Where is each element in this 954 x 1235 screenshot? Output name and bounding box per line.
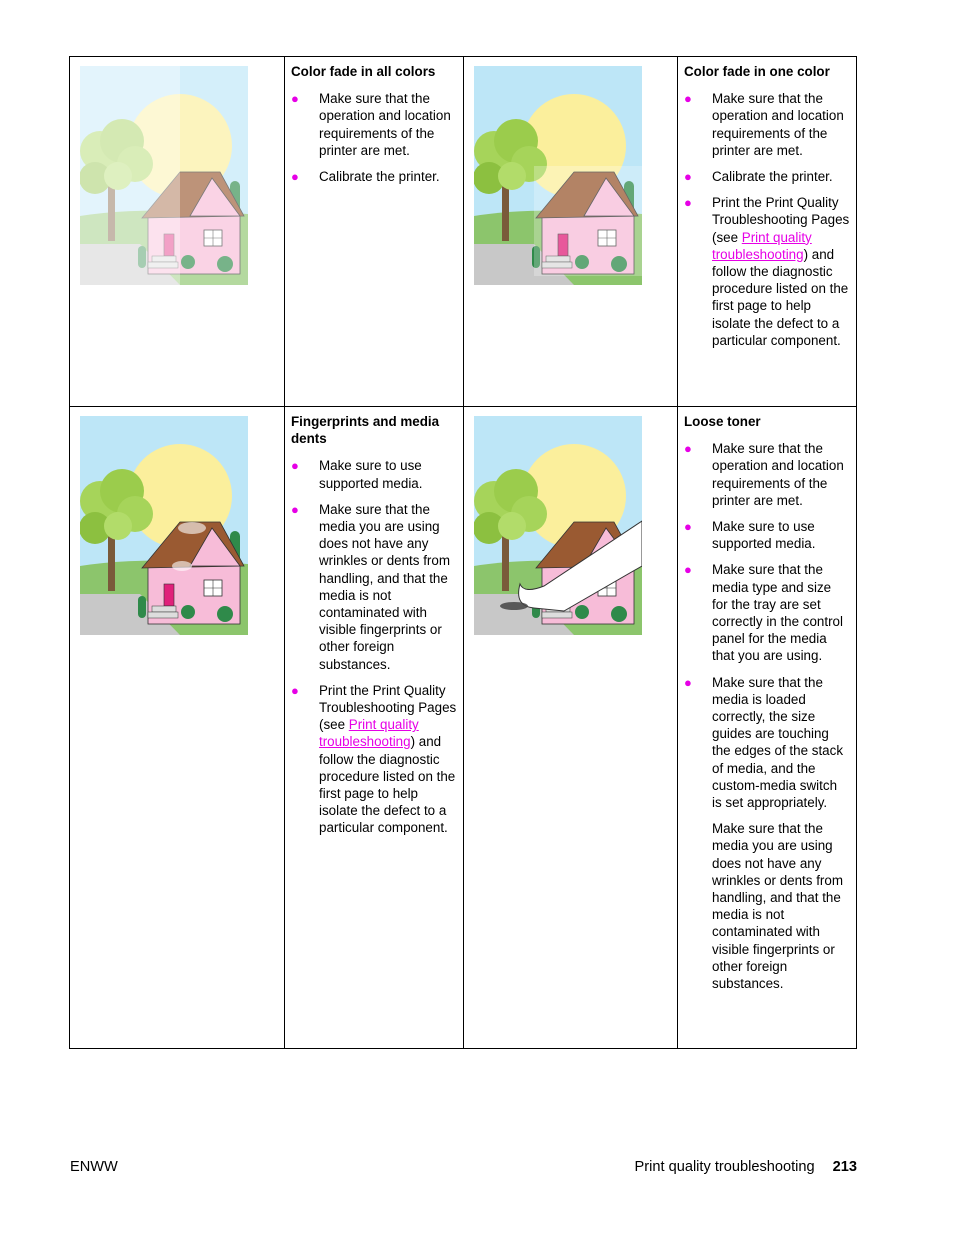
bullet-list [291,457,457,836]
color-fade-one-illustration [474,66,642,285]
bullet-icon: ● [684,441,692,457]
bullet-icon: ● [291,682,299,698]
bullet-icon: ● [291,91,299,107]
print-quality-link[interactable]: Print quality troubleshooting [319,717,419,750]
list-item: ● Make sure that the operation and location requirements of the printer are met. [684,91,844,158]
list-item: ● Make sure that the operation and location requirements of the printer are met. [684,441,844,508]
list-item: ● Calibrate the printer. [291,169,440,185]
defect-heading: Fingerprints and media dents [291,414,440,447]
defect-heading: Color fade in all colors [291,64,436,79]
print-quality-link[interactable]: Print quality troubleshooting [712,229,812,262]
fingerprints-illustration [80,416,248,635]
bullet-icon: ● [291,458,299,474]
bullet-icon: ● [684,195,692,211]
bullet-list [684,440,850,811]
bullet-icon: ● [291,169,299,185]
bullet-icon: ● [291,501,299,517]
bullet-icon: ● [684,674,692,690]
image-cell [70,407,285,1049]
bullet-icon: ● [684,91,692,107]
bullet-icon: ● [684,169,692,185]
list-item: ● Make sure to use supported media. [291,458,423,491]
table-row [70,57,857,407]
image-cell [464,407,678,1049]
list-item: ● Make sure that the media you are using does not have any wrinkles or dents from handling, and that the media is not contaminated with visible fingerprints or other foreign substances. [291,501,450,672]
image-cell [70,57,285,407]
footer-right [635,1159,857,1175]
defect-heading: Color fade in one color [684,64,830,79]
text-cell [678,57,857,407]
list-item: ● Make sure to use supported media. [684,519,816,552]
loose-toner-illustration [474,416,642,635]
paragraph: Make sure that the media you are using does not have any wrinkles or dents from handling, and that the media is not contaminated with visible fingerprints or other foreign substances. [712,821,843,992]
list-item: ● Make sure that the media type and size for the tray are set correctly in the control panel for the media that you are using. [684,562,843,664]
table-row [70,407,857,1049]
list-item: ● Print the Print Quality Troubleshooting Pages (see Print quality troubleshooting) and follow the diagnostic procedure listed on the first page to help isolate the defect to a particular component. [684,195,850,348]
defect-heading: Loose toner [684,414,761,429]
text-cell [285,57,464,407]
bullet-list [684,90,850,349]
list-item: ● Print the Print Quality Troubleshooting Pages (see Print quality troubleshooting) and follow the diagnostic procedure listed on the first page to help isolate the defect to a particular component. [291,682,457,836]
list-item: ● Make sure that the operation and location requirements of the printer are met. [291,91,451,158]
footer-left: ENWW [70,1159,118,1175]
color-fade-all-illustration [80,66,248,285]
image-cell [464,57,678,407]
defects-table [69,56,857,1049]
bullet-icon: ● [684,562,692,578]
text-cell [678,407,857,1049]
footer-section: Print quality troubleshooting [634,1159,815,1175]
list-item: ● Calibrate the printer. [684,169,833,185]
page-number: 213 [832,1159,857,1175]
list-item: ● Make sure that the media is loaded correctly, the size guides are touching the edges of the stack of media, and the custom-media switch is set appropriately. [684,674,844,811]
bullet-list [291,90,457,185]
bullet-icon: ● [684,519,692,535]
text-cell [285,407,464,1049]
